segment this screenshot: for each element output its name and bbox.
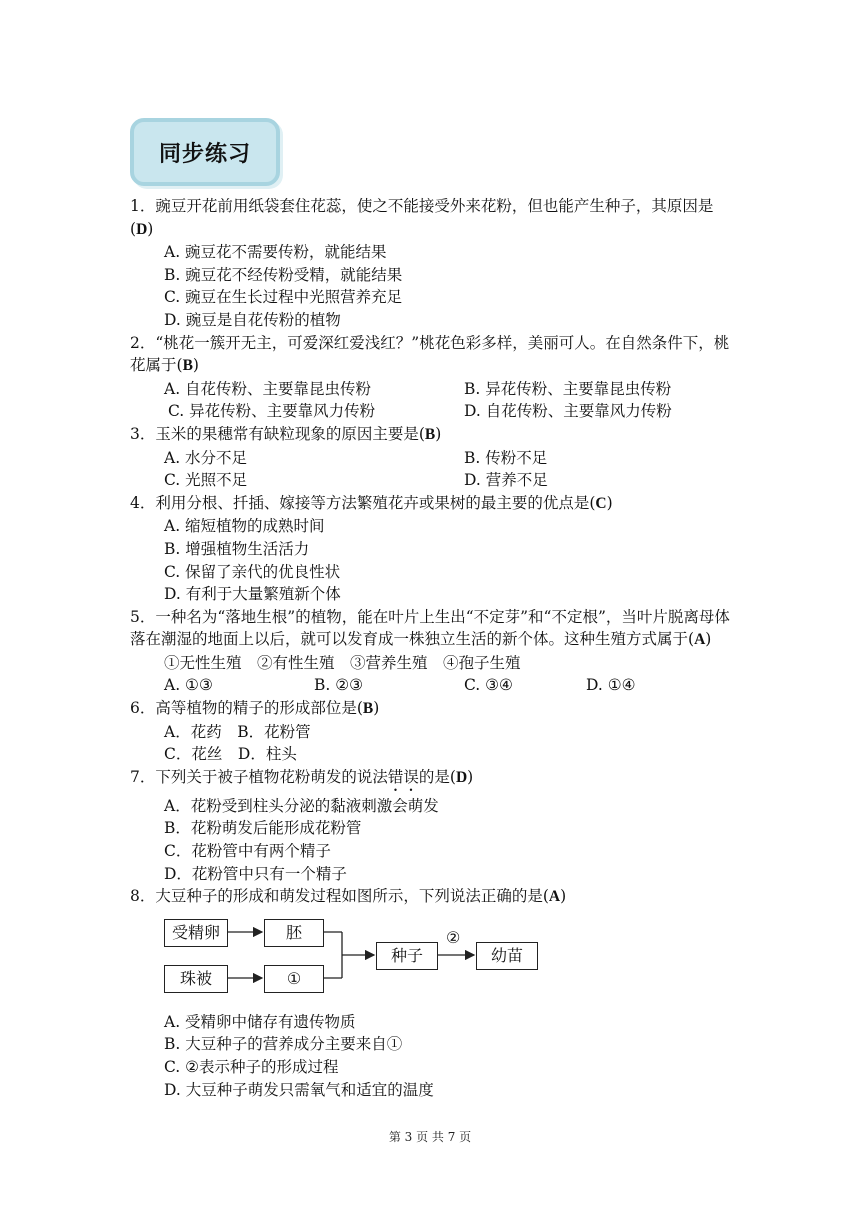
question-6-answer: B — [362, 700, 374, 718]
exercise-content — [130, 195, 730, 1101]
question-5-option-a: A. ①③ — [164, 676, 213, 695]
question-3-answer: B — [424, 425, 436, 443]
emphasis-word: 错误 — [387, 767, 419, 786]
question-6-options-row-1 — [130, 721, 730, 744]
question-7-option-c: C．花粉管中有两个精子 — [164, 842, 331, 861]
question-4-option-c: C. 保留了亲代的优良性状 — [164, 562, 341, 581]
question-6-option-b: B．花粉管 — [237, 722, 311, 741]
question-2-stem: 2．“桃花一簇开无主，可爱深红爱浅红？”桃花色彩多样，美丽可人。在自然条件下，桃花属于(B) — [130, 333, 730, 375]
question-4-option-a: A. 缩短植物的成熟时间 — [164, 517, 325, 536]
question-3-stem: 3．玉米的果穗常有缺粒现象的原因主要是(B) — [130, 424, 442, 443]
question-6-options-row-2 — [130, 743, 730, 766]
page-footer: 第 3 页 共 7 页 — [388, 1130, 472, 1144]
question-8-answer: A — [548, 888, 561, 906]
question-2-options-row-2 — [130, 400, 730, 423]
diagram-box-seedling: 幼苗 — [476, 942, 538, 970]
question-1-answer: D — [136, 220, 148, 238]
section-header-badge — [130, 118, 280, 186]
diagram-box-embryo: 胚 — [264, 919, 324, 947]
seed-formation-diagram — [164, 915, 730, 1005]
question-5-option-d: D. ①④ — [586, 676, 636, 695]
question-8-stem: 8．大豆种子的形成和萌发过程如图所示，下列说法正确的是(A) — [130, 887, 567, 906]
question-5-stem: 5．一种名为“落地生根”的植物，能在叶片上生出“不定芽”和“不定根”，当叶片脱离母体落在潮湿的地面上以后，就可以发育成一株独立生活的新个体。这种生殖方式属于(A) — [130, 607, 730, 649]
question-1-option-a: A. 豌豆花不需要传粉，就能结果 — [164, 243, 387, 262]
question-4-answer: C — [595, 494, 607, 512]
question-6-stem: 6．高等植物的精子的形成部位是(B) — [130, 699, 380, 718]
question-4-option-d: D. 有利于大量繁殖新个体 — [164, 585, 341, 604]
question-6-option-c: C．花丝 — [164, 745, 223, 764]
diagram-box-seed: 种子 — [376, 942, 438, 970]
question-5-answer: A — [694, 631, 706, 649]
question-1-option-b: B. 豌豆花不经传粉受精，就能结果 — [164, 265, 403, 284]
question-2-options-row-1 — [130, 378, 730, 401]
question-4-stem: 4．利用分根、扦插、嫁接等方法繁殖花卉或果树的最主要的优点是(C) — [130, 493, 613, 512]
question-2-answer: B — [182, 357, 193, 375]
question-2-option-a: A. 自花传粉、主要靠昆虫传粉 — [164, 379, 372, 398]
section-title: 同步练习 — [158, 141, 251, 167]
question-3-option-b: B. 传粉不足 — [464, 448, 548, 467]
diagram-box-1: ① — [264, 965, 324, 993]
question-7-option-d: D．花粉管中只有一个精子 — [164, 864, 347, 883]
question-3-options-row-1 — [130, 447, 730, 470]
diagram-box-zygote: 受精卵 — [164, 919, 228, 947]
question-7-option-b: B．花粉萌发后能形成花粉管 — [164, 819, 362, 838]
question-8-option-c: C. ②表示种子的形成过程 — [164, 1058, 339, 1076]
question-5-options-row — [130, 674, 730, 697]
question-4-option-b: B. 增强植物生活活力 — [164, 539, 310, 558]
question-1-option-c: C. 豌豆在生长过程中光照营养充足 — [164, 288, 403, 307]
diagram-box-integument: 珠被 — [164, 965, 228, 993]
question-2-option-d: D. 自花传粉、主要靠风力传粉 — [464, 402, 672, 421]
question-6-option-a: A．花药 — [164, 722, 222, 741]
question-8-option-d: D. 大豆种子萌发只需氧气和适宜的温度 — [164, 1080, 434, 1099]
question-5-option-c: C. ③④ — [464, 676, 513, 695]
question-1-option-d: D. 豌豆是自花传粉的植物 — [164, 310, 341, 329]
question-8-option-a: A. 受精卵中储存有遗传物质 — [164, 1012, 356, 1031]
question-3-options-row-2 — [130, 469, 730, 492]
diagram-label-2: ② — [446, 927, 461, 947]
question-6-option-d: D．柱头 — [237, 745, 297, 764]
question-3-option-c: C. 光照不足 — [164, 471, 248, 490]
question-7-stem: 7．下列关于被子植物花粉萌发的说法错误的是(D) — [130, 767, 474, 786]
question-7-option-a: A．花粉受到柱头分泌的黏液刺激会萌发 — [164, 796, 439, 815]
question-5-option-b: B. ②③ — [314, 676, 364, 695]
question-8-option-b: B. 大豆种子的营养成分主要来自① — [164, 1035, 403, 1054]
question-3-option-a: A. 水分不足 — [164, 448, 248, 467]
question-2-option-c: C. 异花传粉、主要靠风力传粉 — [168, 402, 376, 421]
question-3-option-d: D. 营养不足 — [464, 471, 548, 490]
question-1-stem: 1．豌豆开花前用纸袋套住花蕊，使之不能接受外来花粉，但也能产生种子，其原因是(D) — [130, 197, 714, 238]
question-5-items: ①无性生殖 ②有性生殖 ③营养生殖 ④孢子生殖 — [164, 653, 521, 672]
question-7-answer: D — [455, 768, 468, 786]
question-2-option-b: B. 异花传粉、主要靠昆虫传粉 — [464, 379, 672, 398]
